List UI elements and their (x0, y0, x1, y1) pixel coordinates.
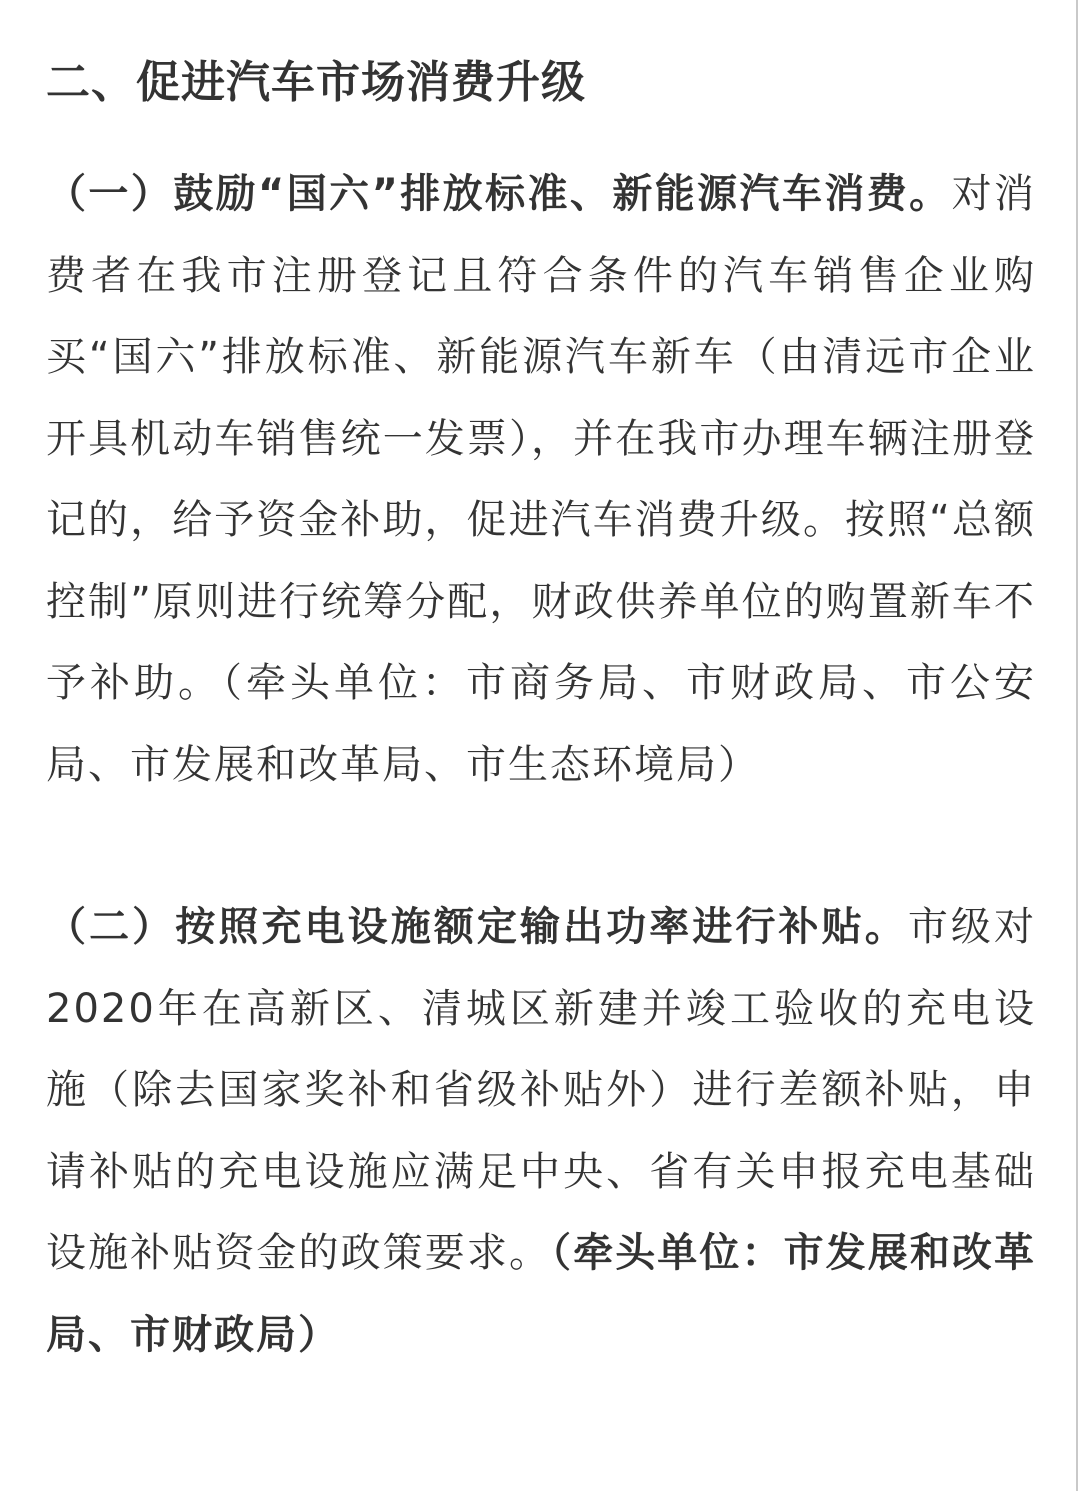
paragraph-section-1 (46, 154, 1036, 806)
section-heading: 二、促进汽车市场消费升级 (46, 57, 586, 108)
page-edge-divider (1076, 0, 1078, 1491)
section-2-body: 市级对2020年在高新区、清城区新建并竣工验收的充电设施（除去国家奖补和省级补贴外）进行差额补贴，申请补贴的充电设施应满足中央、省有关申报充电基础设施补贴资金的政策要求。 (46, 904, 1037, 1276)
section-2-lead: （二）按照充电设施额定输出功率进行补贴。 (46, 904, 908, 950)
paragraph-section-2 (46, 887, 1036, 1376)
section-1-lead: （一）鼓励“国六”排放标准、新能源汽车消费。 (46, 171, 952, 217)
section-2-lead-units: （牵头单位：市发展和改革局、市财政局） (46, 1230, 1037, 1358)
article-content (46, 52, 1036, 1376)
section-1-body: 对消费者在我市注册登记且符合条件的汽车销售企业购买“国六”排放标准、新能源汽车新车（由清远市企业开具机动车销售统一发票），并在我市办理车辆注册登记的，给予资金补助，促进汽车消费升级。按照“总额控制”原则进行统筹分配，财政供养单位的购置新车不予补助。（牵头单位：市商务局、市财政局、市公安局、市发展和改革局、市生态环境局） (46, 171, 1037, 788)
